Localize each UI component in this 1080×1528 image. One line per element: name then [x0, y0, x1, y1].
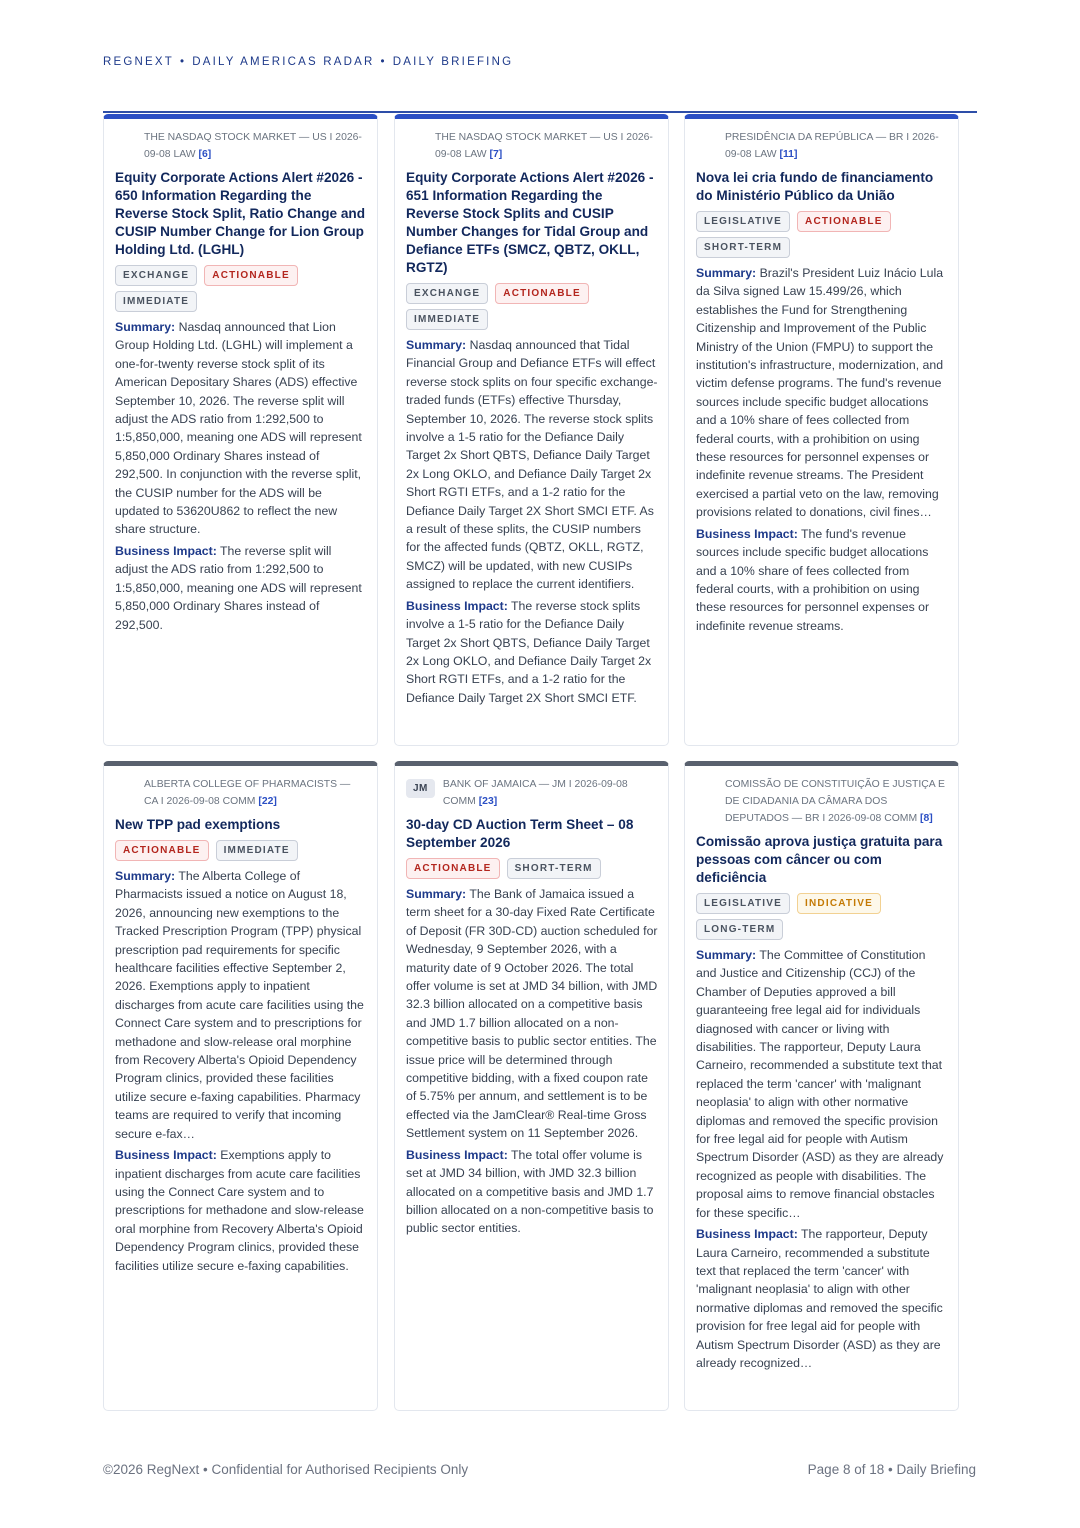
tag-legislative: LEGISLATIVE	[696, 211, 790, 232]
tag-immediate: IMMEDIATE	[216, 840, 298, 861]
document-name: DAILY BRIEFING	[392, 56, 514, 68]
card-summary: Summary: The Committee of Constitution and Justice and Citizenship (CCJ) of the Chamber of Deputies approved a bill guaranteeing free legal aid for individuals diagnosed with cancer or living with disabilities. The rapporteur, Deputy Laura Carneiro, recommended a substitute text that replaced the term 'cancer' with 'malignant neoplasia' to align with other normative diplomas and removed the specific provision for free legal aid for people with Autism Spectrum Disorder (ASD) as they are already recognized as people with disabilities. The proposal aims to remove financial obstacles for these specific…	[696, 948, 944, 1220]
tag-list	[406, 858, 658, 879]
card-business-impact: Business Impact: The rapporteur, Deputy Laura Carneiro, recommended a substitute text that replaced the term 'cancer' with 'malignant neoplasia' to align with other normative diplomas and removed the specific provision for free legal aid for people with Autism Spectrum Disorder (ASD) as they are already recognized…	[696, 1227, 943, 1370]
reference-link[interactable]: [6]	[198, 149, 212, 160]
tag-list	[115, 265, 367, 312]
tag-actionable: ACTIONABLE	[204, 265, 298, 286]
card-source: THE NASDAQ STOCK MARKET — US I 2026-09-08 LAW [6]	[144, 132, 362, 160]
card-summary: Summary: The Alberta College of Pharmacists issued a notice on August 18, 2026, announcing new exemptions to the Tracked Prescription Program (TPP) physical prescription pad requirements for specific healthcare facilities effective September 2, 2026. Exemptions apply to inpatient discharges from acute care facilities using the Connect Care system and to prescriptions for methadone and slow-release oral morphine from Recovery Alberta's Opioid Dependency Program clinics, provided these facilities utilize secure e-faxing capabilities. Pharmacy teams are required to verify that incoming secure e-fax…	[115, 869, 364, 1141]
tag-list	[406, 283, 658, 330]
card-title[interactable]: New TPP pad exemptions	[115, 817, 281, 832]
card-source: THE NASDAQ STOCK MARKET — US I 2026-09-08 LAW [7]	[435, 132, 653, 160]
tag-list	[115, 840, 367, 861]
tag-short-term: SHORT-TERM	[507, 858, 601, 879]
briefing-card	[684, 761, 959, 1411]
reference-link[interactable]: [11]	[779, 149, 798, 160]
reference-link[interactable]: [22]	[258, 796, 277, 807]
briefing-card	[684, 114, 959, 746]
card-source: ALBERTA COLLEGE OF PHARMACISTS — CA I 2026-09-08 COMM [22]	[144, 779, 351, 807]
tag-short-term: SHORT-TERM	[696, 237, 790, 258]
jurisdiction-badge: JM	[406, 779, 435, 798]
tag-actionable: ACTIONABLE	[406, 858, 500, 879]
tag-long-term: LONG-TERM	[696, 919, 783, 940]
footer-copyright: ©2026 RegNext • Confidential for Authorised Recipients Only	[103, 1462, 469, 1477]
footer-page-number: Page 8 of 18 • Daily Briefing	[807, 1462, 976, 1477]
card-source: JM BANK OF JAMAICA — JM I 2026-09-08 COMM [23]	[406, 776, 658, 810]
card-title[interactable]: 30-day CD Auction Term Sheet – 08 September 2026	[406, 817, 634, 850]
card-business-impact: Business Impact: The reverse split will adjust the ADS ratio from 1:292,500 to 1:5,850,000, meaning one ADS will represent 5,850,000 Ordinary Shares instead of 292,500.	[115, 543, 362, 632]
briefing-card	[103, 114, 378, 746]
section-name: DAILY AMERICAS RADAR	[192, 56, 375, 68]
page-header: REGNEXT • DAILY AMERICAS RADAR • DAILY BRIEFING	[103, 56, 514, 68]
tag-immediate: IMMEDIATE	[115, 291, 197, 312]
card-title[interactable]: Equity Corporate Actions Alert #2026 - 651 Information Regarding the Reverse Stock Splits and CUSIP Number Changes for Tidal Group and Defiance ETFs (SMCZ, QBTZ, OKLL, RGTZ)	[406, 170, 654, 275]
tag-legislative: LEGISLATIVE	[696, 893, 790, 914]
reference-link[interactable]: [23]	[478, 796, 498, 807]
tag-actionable: ACTIONABLE	[797, 211, 891, 232]
tag-exchange: EXCHANGE	[115, 265, 197, 286]
card-summary: Summary: The Bank of Jamaica issued a term sheet for a 30-day Fixed Rate Certificate of Deposit (FR 30D-CD) auction scheduled for Wednesday, 9 September 2026, with a maturity date of 9 October 2026. The total offer volume is set at JMD 34 billion, with JMD 32.3 billion allocated on a competitive basis and JMD 1.7 billion allocated on a non-competitive basis to public sector entities. The issue price will be determined through competitive bidding, with a fixed coupon rate of 5.75% per annum, and settlement is to be effected via the JamClear® Real-time Gross Settlement system on 11 September 2026.	[406, 887, 658, 1141]
card-source: PRESIDÊNCIA DA REPÚBLICA — BR I 2026-09-08 LAW [11]	[725, 132, 939, 160]
tag-indicative: INDICATIVE	[797, 893, 881, 914]
card-business-impact: Business Impact: The total offer volume is set at JMD 34 billion, with JMD 32.3 billion allocated on a competitive basis and JMD 1.7 billion allocated on a non-competitive basis to public sector entities.	[406, 1147, 654, 1236]
tag-actionable: ACTIONABLE	[115, 840, 209, 861]
briefing-card	[394, 761, 669, 1411]
tag-exchange: EXCHANGE	[406, 283, 488, 304]
tag-list	[696, 211, 948, 258]
reference-link[interactable]: [8]	[920, 813, 933, 824]
reference-link[interactable]: [7]	[489, 149, 503, 160]
card-title[interactable]: Nova lei cria fundo de financiamento do Ministério Público da União	[696, 170, 934, 203]
tag-list	[696, 893, 948, 940]
card-business-impact: Business Impact: Exemptions apply to inpatient discharges from acute care facilities using the Connect Care system and to prescriptions for methadone and slow-release oral morphine from Recovery Alberta's Opioid Dependency Program clinics, provided these facilities utilize secure e-faxing capabilities.	[115, 1148, 364, 1273]
briefing-card	[394, 114, 669, 746]
card-title[interactable]: Comissão aprova justiça gratuita para pessoas com câncer ou com deficiência	[696, 834, 943, 885]
tag-immediate: IMMEDIATE	[406, 309, 488, 330]
tag-actionable: ACTIONABLE	[495, 283, 589, 304]
header-rule	[103, 111, 977, 113]
card-summary: Summary: Brazil's President Luiz Inácio Lula da Silva signed Law 15.499/26, which establishes the Fund for Strengthening Citizenship and Improvement of the Public Ministry of the Union (FMPU) to support the institution's infrastructure, modernization, and victim defense programs. The fund's revenue sources include specific budget allocations and a 10% share of fees collected from federal courts, with a prohibition on using these resources for personnel expenses or indefinite revenue streams. The President exercised a partial veto on the law, removing provisions related to donations, civil fines…	[696, 266, 944, 520]
card-summary: Summary: Nasdaq announced that Lion Group Holding Ltd. (LGHL) will implement a one-for-twenty reverse stock split of its American Depositary Shares (ADS) effective September 10, 2026. The reverse split will adjust the ADS ratio from 1:292,500 to 1:5,850,000, meaning one ADS will represent 5,850,000 Ordinary Shares instead of 292,500. In conjunction with the reverse split, the CUSIP number for the ADS will be updated to 53620U862 to reflect the new share structure.	[115, 320, 362, 537]
brand-name: REGNEXT	[103, 56, 174, 68]
card-title[interactable]: Equity Corporate Actions Alert #2026 - 650 Information Regarding the Reverse Stock Split, Ratio Change and CUSIP Number Change for Lion Group Holding Ltd. (LGHL)	[115, 170, 366, 257]
briefing-card	[103, 761, 378, 1411]
card-source: COMISSÃO DE CONSTITUIÇÃO E JUSTIÇA E DE CIDADANIA DA CÂMARA DOS DEPUTADOS — BR I 2026-09-08 COMM [8]	[725, 779, 945, 824]
card-summary: Summary: Nasdaq announced that Tidal Financial Group and Defiance ETFs will effect reverse stock splits on four specific exchange-traded funds (ETFs) effective Thursday, September 10, 2026. The reverse stock splits involve a 1-5 ratio for the Defiance Daily Target 2x Short QBTS, Defiance Daily Target 2x Long OKLO, and Defiance Daily Target 2x Short RGTI ETFs, and a 1-2 ratio for the Defiance Daily Target 2X Short SMCI ETF. As a result of these splits, the CUSIP numbers for the affected funds (QBTZ, OKLL, RGTZ, SMCZ) will be updated, with new CUSIPs assigned to replace the current identifiers.	[406, 338, 658, 592]
card-business-impact: Business Impact: The reverse stock splits involve a 1-5 ratio for the Defiance Daily Target 2x Short QBTS, Defiance Daily Target 2x Long OKLO, and Defiance Daily Target 2x Short RGTI ETFs, and a 1-2 ratio for the Defiance Daily Target 2X Short SMCI ETF.	[406, 598, 652, 705]
card-business-impact: Business Impact: The fund's revenue sources include specific budget allocations and a 10% share of fees collected from federal courts, with a prohibition on using these resources for personnel expenses or indefinite revenue streams.	[696, 526, 930, 633]
